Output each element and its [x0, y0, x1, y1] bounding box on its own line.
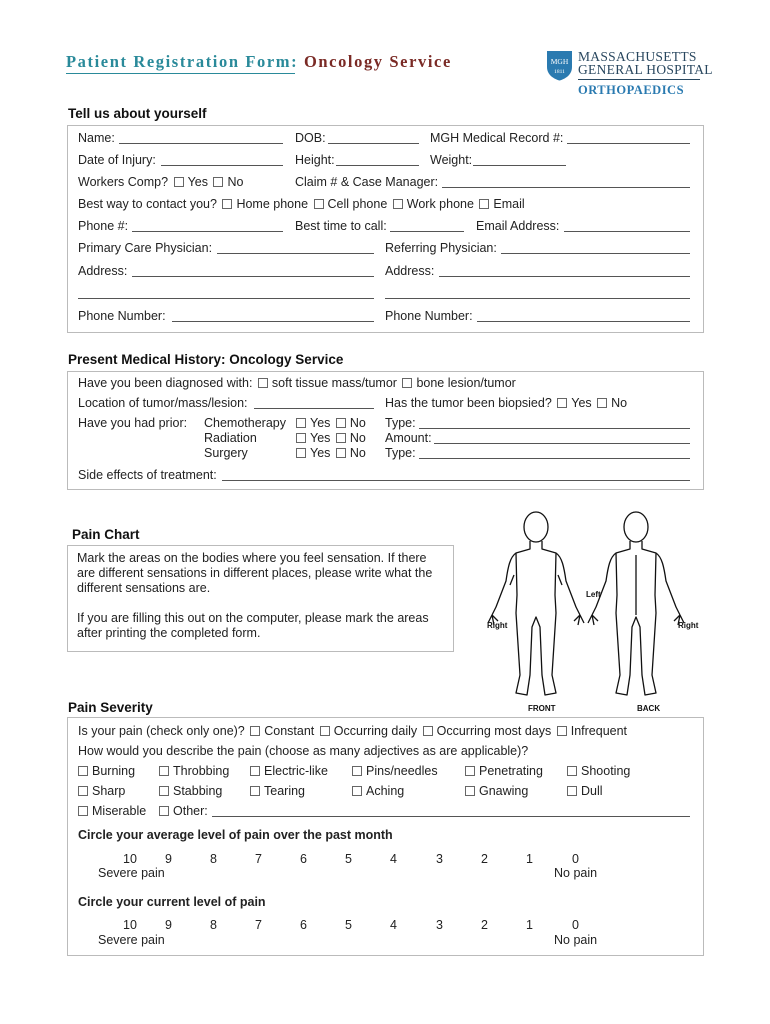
- current-no-pain-label: No pain: [554, 933, 598, 947]
- surgery-no-checkbox[interactable]: [336, 448, 346, 458]
- logo-massachusetts: MASSACHUSETTS: [578, 49, 697, 64]
- miserable-label: Miserable: [92, 804, 147, 818]
- pain-chart-instructions-box: [67, 545, 454, 652]
- radiation-yes-label: Yes: [310, 431, 331, 445]
- avg-pain-level-8[interactable]: 8: [210, 852, 217, 866]
- avg-severe-pain-label: Severe pain: [98, 866, 165, 880]
- home-phone-label: Home phone: [236, 197, 309, 211]
- best-way-row: [78, 197, 525, 211]
- avg-pain-heading: Circle your average level of pain over the past month: [78, 828, 393, 842]
- front-label: FRONT: [528, 704, 556, 713]
- pcp-address-line-2[interactable]: [78, 298, 374, 299]
- soft-tissue-checkbox[interactable]: [258, 378, 268, 388]
- adjective-electric-like: [248, 764, 328, 778]
- penetrating-checkbox[interactable]: [465, 766, 475, 776]
- email-address-label: Email Address:: [476, 219, 560, 233]
- pcp-field[interactable]: [217, 253, 374, 254]
- radiation-options: [294, 431, 366, 445]
- surgery-type-label: Type:: [385, 446, 416, 460]
- electric-like-label: Electric-like: [264, 764, 328, 778]
- constant-checkbox[interactable]: [250, 726, 260, 736]
- best-time-label: Best time to call:: [295, 219, 387, 233]
- side-effects-field[interactable]: [222, 480, 690, 481]
- best-time-field[interactable]: [390, 231, 464, 232]
- section-history-heading: Present Medical History: Oncology Service: [68, 352, 344, 367]
- adjective-throbbing: [157, 764, 229, 778]
- back-label: BACK: [637, 704, 661, 713]
- stabbing-label: Stabbing: [173, 784, 223, 798]
- front-right-label: Right: [487, 621, 508, 630]
- aching-label: Aching: [366, 784, 405, 798]
- adjective-pins-needles: [350, 764, 438, 778]
- diagnosed-label: Have you been diagnosed with:: [78, 376, 253, 390]
- logo-general-hospital: GENERAL HOSPITAL: [578, 62, 713, 77]
- cell-phone-label: Cell phone: [327, 197, 388, 211]
- tearing-checkbox[interactable]: [250, 786, 260, 796]
- section-about-heading: Tell us about yourself: [68, 106, 207, 121]
- section-pain-chart-heading: Pain Chart: [72, 527, 140, 542]
- current-pain-heading: Circle your current level of pain: [78, 895, 266, 909]
- workers-comp-no-checkbox[interactable]: [213, 177, 223, 187]
- logo-orthopaedics: ORTHOPAEDICS: [578, 83, 685, 97]
- cur-pain-level-6[interactable]: 6: [300, 918, 307, 932]
- avg-pain-level-10[interactable]: 10: [123, 852, 137, 866]
- occurring-daily-label: Occurring daily: [333, 724, 418, 738]
- radiation-no-checkbox[interactable]: [336, 433, 346, 443]
- adjective-sharp: [76, 784, 125, 798]
- adjective-burning: [76, 764, 135, 778]
- throbbing-label: Throbbing: [173, 764, 230, 778]
- avg-pain-level-9[interactable]: 9: [165, 852, 172, 866]
- throbbing-checkbox[interactable]: [159, 766, 169, 776]
- workers-comp-no-label: No: [227, 175, 244, 189]
- instructions-line-1: Mark the areas on the bodies where you feel sensation. If there: [77, 551, 427, 565]
- radiation-amount-field[interactable]: [434, 443, 690, 444]
- phone-field[interactable]: [132, 231, 283, 232]
- aching-checkbox[interactable]: [352, 786, 362, 796]
- radiation-no-label: No: [349, 431, 366, 445]
- location-field[interactable]: [254, 408, 374, 409]
- referring-label: Referring Physician:: [385, 241, 497, 255]
- email-checkbox[interactable]: [479, 199, 489, 209]
- burning-label: Burning: [92, 764, 136, 778]
- chemo-yes-label: Yes: [310, 416, 331, 430]
- cur-pain-level-1[interactable]: 1: [526, 918, 533, 932]
- occurring-most-days-checkbox[interactable]: [423, 726, 433, 736]
- date-of-injury-field[interactable]: [161, 165, 283, 166]
- burning-checkbox[interactable]: [78, 766, 88, 776]
- adjective-tearing: [248, 784, 305, 798]
- had-prior-label: Have you had prior:: [78, 416, 188, 430]
- surgery-yes-checkbox[interactable]: [296, 448, 306, 458]
- cur-pain-level-9[interactable]: 9: [165, 918, 172, 932]
- side-effects-label: Side effects of treatment:: [78, 468, 217, 482]
- surgery-label: Surgery: [204, 446, 248, 460]
- email-label: Email: [493, 197, 525, 211]
- other-field[interactable]: [212, 816, 690, 817]
- logo-divider: [578, 79, 700, 80]
- avg-pain-level-0[interactable]: 0: [572, 852, 579, 866]
- adjective-gnawing: [463, 784, 528, 798]
- surgery-type-field[interactable]: [419, 458, 690, 459]
- pcp-phone-label: Phone Number:: [78, 309, 166, 323]
- cur-pain-level-8[interactable]: 8: [210, 918, 217, 932]
- biopsied-row: [385, 396, 627, 410]
- biopsied-label: Has the tumor been biopsied?: [385, 396, 552, 410]
- pins-needles-label: Pins/needles: [366, 764, 438, 778]
- chemo-yes-checkbox[interactable]: [296, 418, 306, 428]
- back-right-label: Right: [678, 621, 699, 630]
- infrequent-checkbox[interactable]: [557, 726, 567, 736]
- workers-comp-row: [78, 175, 243, 189]
- dull-label: Dull: [581, 784, 603, 798]
- adjective-miserable: [76, 804, 146, 818]
- height-field[interactable]: [336, 165, 419, 166]
- mgh-shield-icon: [546, 50, 573, 81]
- tearing-label: Tearing: [264, 784, 305, 798]
- occurring-most-days-label: Occurring most days: [436, 724, 552, 738]
- avg-pain-level-1[interactable]: 1: [526, 852, 533, 866]
- instructions-line-3: different sensations are.: [77, 581, 211, 595]
- occurring-daily-checkbox[interactable]: [320, 726, 330, 736]
- avg-no-pain-label: No pain: [554, 866, 598, 880]
- radiation-amount-label: Amount:: [385, 431, 432, 445]
- adjective-dull: [565, 784, 603, 798]
- mrn-field[interactable]: [567, 143, 690, 144]
- infrequent-label: Infrequent: [570, 724, 628, 738]
- constant-label: Constant: [264, 724, 315, 738]
- chemo-no-checkbox[interactable]: [336, 418, 346, 428]
- referring-address-field[interactable]: [439, 276, 690, 277]
- weight-field[interactable]: [473, 165, 566, 166]
- pain-frequency-label: Is your pain (check only one)?: [78, 724, 245, 738]
- chemo-type-label: Type:: [385, 416, 416, 430]
- surgery-yes-label: Yes: [310, 446, 331, 460]
- adjective-aching: [350, 784, 404, 798]
- instructions-line-5: after printing the completed form.: [77, 626, 261, 640]
- avg-pain-level-4[interactable]: 4: [390, 852, 397, 866]
- penetrating-label: Penetrating: [479, 764, 543, 778]
- front-left-label: Left: [586, 590, 601, 599]
- radiation-label: Radiation: [204, 431, 257, 445]
- cur-pain-level-10[interactable]: 10: [123, 918, 137, 932]
- phone-label: Phone #:: [78, 219, 129, 233]
- describe-pain-label: How would you describe the pain (choose as many adjectives as are applicable)?: [78, 744, 529, 758]
- body-front-figure: [488, 512, 584, 695]
- diagnosed-row: [78, 376, 516, 390]
- form-title-service: Oncology Service: [298, 52, 452, 71]
- dob-field[interactable]: [328, 143, 419, 144]
- dull-checkbox[interactable]: [567, 786, 577, 796]
- radiation-yes-checkbox[interactable]: [296, 433, 306, 443]
- avg-pain-level-3[interactable]: 3: [436, 852, 443, 866]
- workers-comp-yes-label: Yes: [187, 175, 208, 189]
- name-field[interactable]: [119, 143, 283, 144]
- pcp-address-label: Address:: [78, 264, 128, 278]
- body-diagram[interactable]: [470, 505, 710, 715]
- weight-label: Weight:: [430, 153, 473, 167]
- avg-pain-level-7[interactable]: 7: [255, 852, 262, 866]
- cur-pain-level-3[interactable]: 3: [436, 918, 443, 932]
- avg-pain-level-6[interactable]: 6: [300, 852, 307, 866]
- cur-pain-level-0[interactable]: 0: [572, 918, 579, 932]
- workers-comp-yes-checkbox[interactable]: [174, 177, 184, 187]
- chemo-type-field[interactable]: [419, 428, 690, 429]
- date-of-injury-label: Date of Injury:: [78, 153, 156, 167]
- location-label: Location of tumor/mass/lesion:: [78, 396, 248, 410]
- chemo-no-label: No: [349, 416, 366, 430]
- claim-label: Claim # & Case Manager:: [295, 175, 439, 189]
- gnawing-checkbox[interactable]: [465, 786, 475, 796]
- referring-field[interactable]: [501, 253, 690, 254]
- form-title: [66, 52, 452, 72]
- stabbing-checkbox[interactable]: [159, 786, 169, 796]
- workers-comp-label: Workers Comp?: [78, 175, 169, 189]
- pcp-address-field[interactable]: [132, 276, 374, 277]
- cur-pain-level-5[interactable]: 5: [345, 918, 352, 932]
- instructions-line-2: are different sensations in different places, please write what the: [77, 566, 433, 580]
- biopsied-no-checkbox[interactable]: [597, 398, 607, 408]
- biopsied-no-label: No: [611, 396, 628, 410]
- shooting-label: Shooting: [581, 764, 631, 778]
- avg-pain-level-2[interactable]: 2: [481, 852, 488, 866]
- name-label: Name:: [78, 131, 115, 145]
- dob-label: DOB:: [295, 131, 326, 145]
- adjective-penetrating: [463, 764, 543, 778]
- pcp-label: Primary Care Physician:: [78, 241, 213, 255]
- cell-phone-checkbox[interactable]: [314, 199, 324, 209]
- sharp-label: Sharp: [92, 784, 126, 798]
- referring-address-label: Address:: [385, 264, 435, 278]
- surgery-options: [294, 446, 366, 460]
- pain-frequency-row: [78, 724, 627, 738]
- chemo-label: Chemotherapy: [204, 416, 286, 430]
- cur-pain-level-4[interactable]: 4: [390, 918, 397, 932]
- electric-like-checkbox[interactable]: [250, 766, 260, 776]
- shield-text-2: 1811: [554, 69, 565, 75]
- work-phone-label: Work phone: [406, 197, 474, 211]
- mrn-label: MGH Medical Record #:: [430, 131, 564, 145]
- biopsied-yes-label: Yes: [571, 396, 592, 410]
- pins-needles-checkbox[interactable]: [352, 766, 362, 776]
- bone-lesion-label: bone lesion/tumor: [416, 376, 516, 390]
- miserable-checkbox[interactable]: [78, 806, 88, 816]
- email-address-field[interactable]: [564, 231, 690, 232]
- claim-field[interactable]: [442, 187, 690, 188]
- sharp-checkbox[interactable]: [78, 786, 88, 796]
- shooting-checkbox[interactable]: [567, 766, 577, 776]
- referring-phone-label: Phone Number:: [385, 309, 473, 323]
- pcp-phone-field[interactable]: [172, 321, 374, 322]
- other-label: Other:: [173, 804, 208, 818]
- best-way-label: Best way to contact you?: [78, 197, 217, 211]
- title-underline: [66, 73, 295, 74]
- cur-pain-level-2[interactable]: 2: [481, 918, 488, 932]
- current-severe-pain-label: Severe pain: [98, 933, 165, 947]
- form-title-main: Patient Registration Form:: [66, 52, 299, 71]
- other-checkbox[interactable]: [159, 806, 169, 816]
- adjective-stabbing: [157, 784, 222, 798]
- referring-address-line-2[interactable]: [385, 298, 690, 299]
- section-severity-heading: Pain Severity: [68, 700, 153, 715]
- adjective-other: [157, 804, 208, 818]
- body-back-figure: [588, 512, 684, 695]
- avg-pain-level-5[interactable]: 5: [345, 852, 352, 866]
- pain-chart-instructions: [77, 551, 432, 641]
- cur-pain-level-7[interactable]: 7: [255, 918, 262, 932]
- gnawing-label: Gnawing: [479, 784, 529, 798]
- adjective-shooting: [565, 764, 630, 778]
- shield-text-1: MGH: [550, 57, 569, 66]
- biopsied-yes-checkbox[interactable]: [557, 398, 567, 408]
- chemo-options: [294, 416, 366, 430]
- referring-phone-field[interactable]: [477, 321, 690, 322]
- instructions-line-4: If you are filling this out on the computer, please mark the areas: [77, 611, 429, 625]
- surgery-no-label: No: [349, 446, 366, 460]
- soft-tissue-label: soft tissue mass/tumor: [271, 376, 397, 390]
- work-phone-checkbox[interactable]: [393, 199, 403, 209]
- height-label: Height:: [295, 153, 335, 167]
- home-phone-checkbox[interactable]: [222, 199, 232, 209]
- bone-lesion-checkbox[interactable]: [402, 378, 412, 388]
